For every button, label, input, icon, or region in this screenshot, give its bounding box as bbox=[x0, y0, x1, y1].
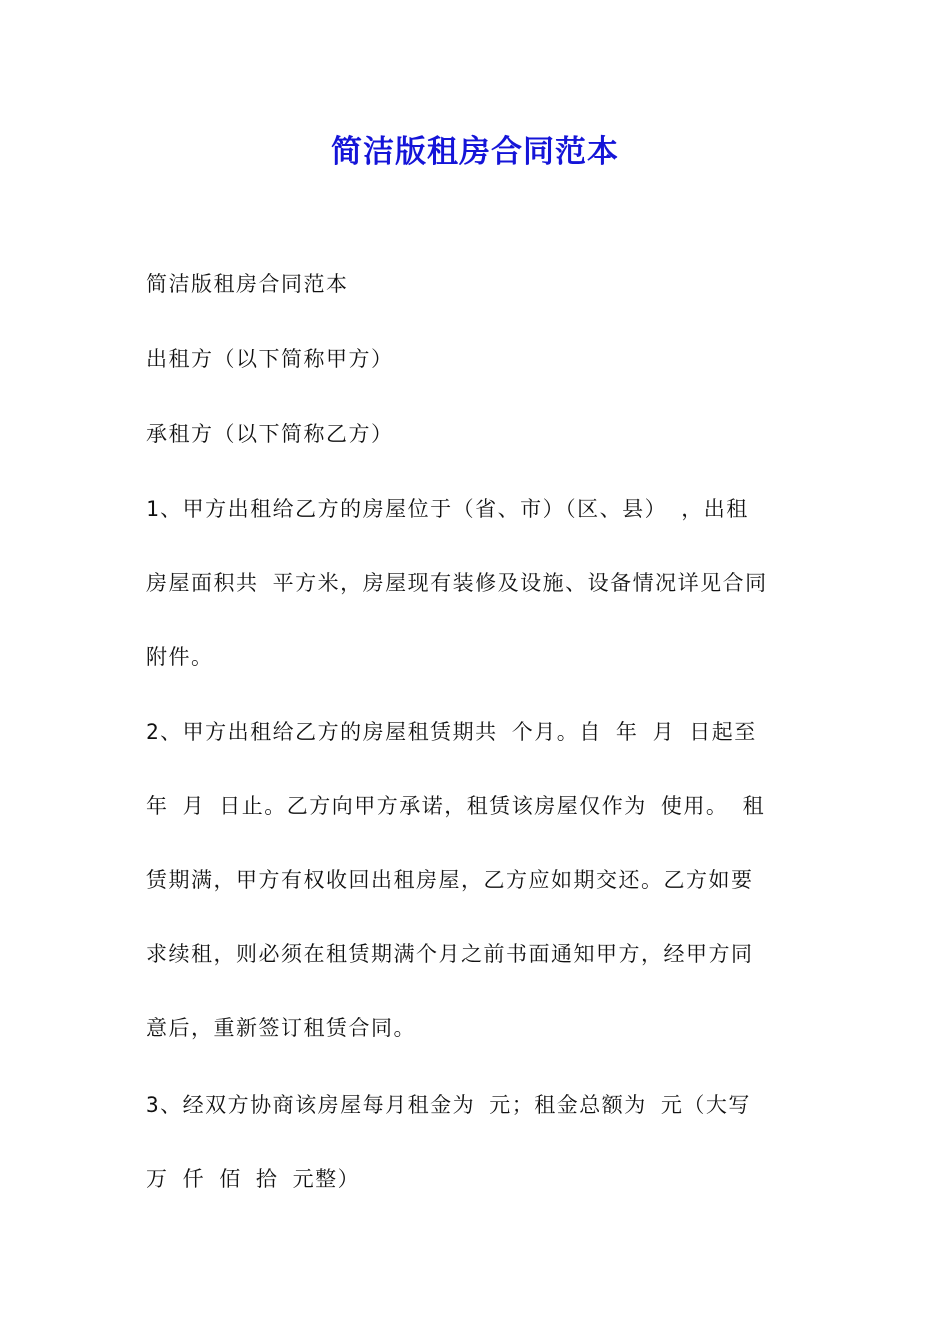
document-title: 简洁版租房合同范本 bbox=[331, 134, 619, 170]
paragraph-line: 3、经双方协商该房屋每月租金为 元；租金总额为 元（大写 bbox=[146, 1093, 751, 1117]
paragraph-line: 万 仟 佰 拾 元整） bbox=[146, 1167, 361, 1191]
clause-2 bbox=[146, 695, 806, 1065]
paragraph-line: 简洁版租房合同范本 bbox=[146, 272, 349, 296]
paragraph-line: 房屋面积共 平方米，房屋现有装修及设施、设备情况详见合同 bbox=[146, 571, 768, 595]
clause-3 bbox=[146, 1068, 806, 1216]
paragraph-line: 2、甲方出租给乙方的房屋租赁期共 个月。自 年 月 日起至 bbox=[146, 720, 757, 744]
paragraph-line: 附件。 bbox=[146, 645, 214, 669]
paragraph-line: 出租方（以下简称甲方） bbox=[146, 347, 394, 371]
paragraph-line: 承租方（以下简称乙方） bbox=[146, 422, 394, 446]
clause-1 bbox=[146, 472, 806, 694]
paragraph-line: 1、甲方出租给乙方的房屋位于（省、市）（区、县） ，出租 bbox=[146, 497, 749, 521]
paragraph-line: 年 月 日止。乙方向甲方承诺，租赁该房屋仅作为 使用。 租 bbox=[146, 794, 766, 818]
paragraph-lessee bbox=[146, 397, 806, 471]
paragraph-lessor bbox=[146, 322, 806, 396]
paragraph-heading bbox=[146, 247, 806, 321]
paragraph-line: 求续租，则必须在租赁期满个月之前书面通知甲方，经甲方同 bbox=[146, 942, 754, 966]
paragraph-line: 赁期满，甲方有权收回出租房屋，乙方应如期交还。乙方如要 bbox=[146, 868, 754, 892]
paragraph-line: 意后，重新签订租赁合同。 bbox=[146, 1016, 416, 1040]
